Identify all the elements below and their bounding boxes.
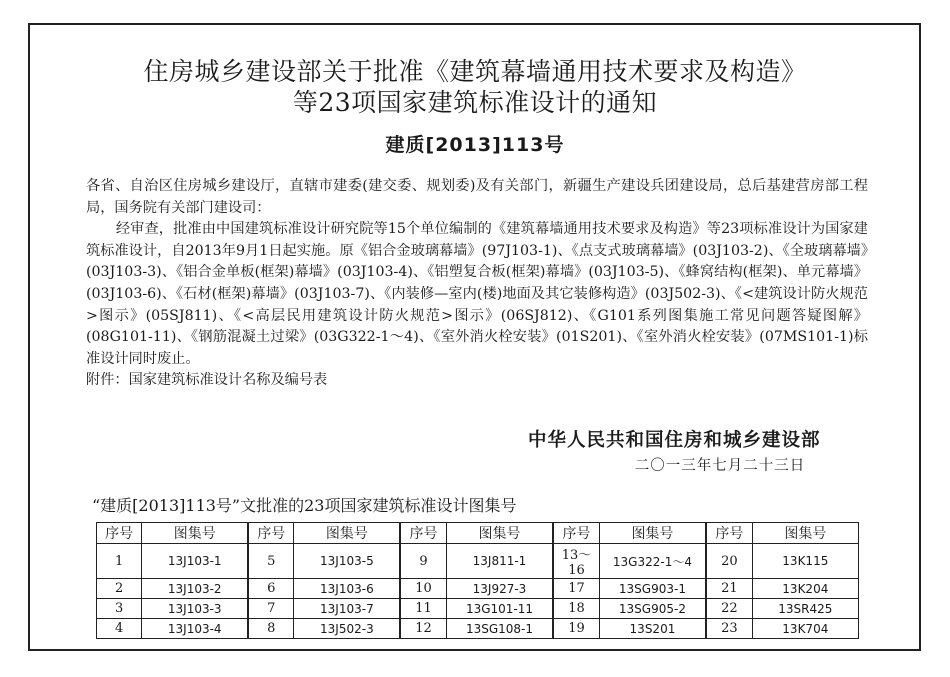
table-caption: “建质[2013]113号”文批准的23项国家建筑标准设计图集号 (92, 496, 517, 515)
seq-cell: 4 (97, 619, 142, 639)
seq-cell: 23 (706, 619, 752, 639)
code-cell: 13J103-7 (294, 599, 400, 619)
seq-cell: 5 (248, 544, 294, 579)
seq-cell: 10 (400, 579, 446, 599)
seq-cell: 1 (97, 544, 142, 579)
code-cell: 13J103-3 (142, 599, 248, 619)
header-code: 图集号 (752, 523, 858, 544)
seq-cell: 13～16 (553, 544, 599, 579)
table-header-row (97, 523, 859, 544)
table-row (97, 544, 859, 579)
code-cell: 13J103-6 (294, 579, 400, 599)
header-seq: 序号 (706, 523, 752, 544)
code-cell: 13K115 (752, 544, 858, 579)
seq-cell: 11 (400, 599, 446, 619)
code-cell: 13SG903-1 (599, 579, 706, 599)
content-paragraph: 经审查，批准由中国建筑标准设计研究院等15个单位编制的《建筑幕墙通用技术要求及构造》等23项标准设计为国家建筑标准设计，自2013年9月1日起实施。原《铝合金玻璃幕墙》(97J103-1)、《点支式玻璃幕墙》(03J103-2)、《全玻璃幕墙》(03J103-3)、《铝合金单板(框架)幕墙》(03J103-4)、《铝塑复合板(框架)幕墙》(03J103-5)、《蜂窝结构(框架)、单元幕墙》(03J103-6)、《石材(框架)幕墙》(03J103-7)、《内装修—室内(楼)地面及其它装修构造》(03J502-3)、《<建筑设计防火规范>图示》(05SJ811)、《<高层民用建筑设计防火规范>图示》(06SJ812)、《G101系列图集施工常见问题答疑图解》(08G101-11)、《钢筋混凝土过梁》(03G322-1～4)、《室外消火栓安装》(01S201)、《室外消火栓安装》(07MS101-1)标准设计同时废止。 (86, 221, 868, 367)
code-cell: 13J927-3 (446, 579, 553, 599)
seq-cell: 8 (248, 619, 294, 639)
code-cell: 13J103-5 (294, 544, 400, 579)
seq-cell: 3 (97, 599, 142, 619)
code-cell: 13SG905-2 (599, 599, 706, 619)
seq-cell: 2 (97, 579, 142, 599)
seq-cell: 20 (706, 544, 752, 579)
addressee-paragraph: 各省、自治区住房城乡建设厅，直辖市建委(建交委、规划委)及有关部门，新疆生产建设兵团建设局，总后基建营房部工程局，国务院有关部门建设司： (86, 178, 868, 216)
code-cell: 13G322-1～4 (599, 544, 706, 579)
seq-cell: 21 (706, 579, 752, 599)
notice-title-line-2: 等23项国家建筑标准设计的通知 (292, 88, 658, 117)
code-cell: 13SG108-1 (446, 619, 553, 639)
code-cell: 13J103-2 (142, 579, 248, 599)
table-row (97, 619, 859, 639)
seq-cell: 22 (706, 599, 752, 619)
header-seq: 序号 (97, 523, 142, 544)
table-row (97, 599, 859, 619)
seq-cell: 9 (400, 544, 446, 579)
issue-date: 二〇一三年七月二十三日 (634, 458, 806, 474)
header-seq: 序号 (553, 523, 599, 544)
issuing-authority: 中华人民共和国住房和城乡建设部 (528, 430, 821, 451)
header-code: 图集号 (294, 523, 400, 544)
code-cell: 13J103-4 (142, 619, 248, 639)
code-cell: 13J502-3 (294, 619, 400, 639)
code-cell: 13K204 (752, 579, 858, 599)
header-seq: 序号 (248, 523, 294, 544)
notice-body (86, 176, 868, 392)
code-cell: 13J811-1 (446, 544, 553, 579)
seq-cell: 7 (248, 599, 294, 619)
standards-table (96, 522, 859, 639)
seq-cell: 17 (553, 579, 599, 599)
notice-title-line-1: 住房城乡建设部关于批准《建筑幕墙通用技术要求及构造》 (143, 57, 807, 86)
code-cell: 13S201 (599, 619, 706, 639)
seq-cell: 19 (553, 619, 599, 639)
code-cell: 13G101-11 (446, 599, 553, 619)
code-cell: 13K704 (752, 619, 858, 639)
header-code: 图集号 (142, 523, 248, 544)
header-code: 图集号 (446, 523, 553, 544)
header-seq: 序号 (400, 523, 446, 544)
table-row (97, 579, 859, 599)
seq-cell: 6 (248, 579, 294, 599)
document-number: 建质[2013]113号 (385, 134, 565, 156)
seq-cell: 12 (400, 619, 446, 639)
header-code: 图集号 (599, 523, 706, 544)
code-cell: 13J103-1 (142, 544, 248, 579)
code-cell: 13SR425 (752, 599, 858, 619)
attachment-line: 附件：国家建筑标准设计名称及编号表 (86, 372, 328, 389)
seq-cell: 18 (553, 599, 599, 619)
